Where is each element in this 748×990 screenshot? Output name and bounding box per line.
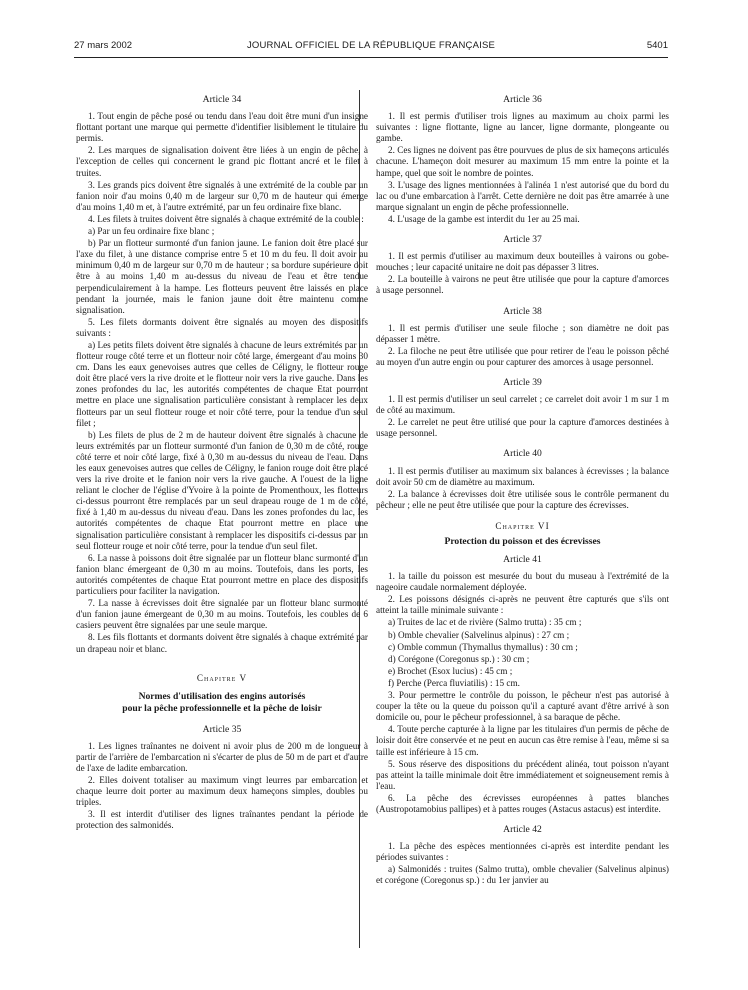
article-41-para-1: 1. la taille du poisson est mesurée du bout du museau à l'extrémité de la nageoire caudale normalement déployée.	[376, 571, 669, 593]
chapter-6-label: Chapitre VI	[495, 520, 550, 531]
article-37-para-1: 1. Il est permis d'utiliser au maximum deux bouteilles à vairons ou gobe-mouches ; leur capacité unitaire ne doit pas dépasser 3 litres.	[376, 251, 669, 273]
chapter-5-title-line-2: pour la pêche professionnelle et la pêche de loisir	[122, 702, 322, 714]
page-header	[74, 40, 668, 54]
article-39-para-2: 2. Le carrelet ne peut être utilisé que pour la capture d'amorces destinées à usage personnel.	[376, 417, 669, 439]
article-40-para-1: 1. Il est permis d'utiliser au maximum six balances à écrevisses ; la balance doit avoir 50 cm de diamètre au maximum.	[376, 465, 669, 487]
header-rule	[74, 57, 668, 58]
article-41-title: Article 41	[503, 554, 542, 565]
left-column	[76, 94, 368, 833]
article-42-item-a: a) Salmonidés : truites (Salmo trutta), omble chevalier (Salvelinus alpinus) et corégone (Coregonus sp.) : du 1er janvier au	[376, 864, 669, 886]
article-36-para-1: 1. Il est permis d'utiliser trois lignes au maximum au choix parmi les suivantes : ligne flottante, ligne au lancer, ligne dormante, plongeante ou gambe.	[376, 111, 669, 144]
article-41-para-5: 5. Sous réserve des dispositions du précédent alinéa, tout poisson n'ayant pas atteint la taille minimale doit être immédiatement et soigneusement remis à l'eau.	[376, 758, 669, 791]
article-37-para-2: 2. La bouteille à vairons ne peut être utilisée que pour la capture d'amorces à usage personnel.	[376, 274, 669, 296]
chapter-5-title	[76, 691, 368, 715]
article-38-para-2: 2. La filoche ne peut être utilisée que pour retirer de l'eau le poisson pêché au moyen d'un autre engin ou pour capturer des amorces à usage personnel.	[376, 345, 669, 367]
article-41-para-2: 2. Les poissons désignés ci-après ne peuvent être capturés que s'ils ont atteint la taille minimale suivante :	[376, 594, 669, 616]
article-34-para-6: 6. La nasse à poissons doit être signalée par un flotteur blanc surmonté d'un fanion blanc émergeant de 0,30 m au moins. Toutefois, dans les ports, les autorités compétentes de chaque Etat pourront mettre en place des dispositifs particuliers pour faciliter la navigation.	[76, 552, 368, 597]
article-36-para-2: 2. Ces lignes ne doivent pas être pourvues de plus de six hameçons articulés chacune. L'hameçon doit mesurer au maximum 15 mm entre la pointe et la hampe, quel que soit le nombre de pointes.	[376, 145, 669, 178]
article-36-title: Article 36	[503, 94, 542, 105]
article-34-para-2: 2. Les marques de signalisation doivent être liées à un engin de pêche, à l'exception de celles qui concernent le grand pic flottant ancré et le filet à truites.	[76, 145, 368, 178]
article-42-para-1: 1. La pêche des espèces mentionnées ci-après est interdite pendant les périodes suivantes :	[376, 841, 669, 863]
article-41-para-6: 6. La pêche des écrevisses européennes à pattes blanches (Austropotamobius pallipes) et à pattes rouges (Astacus astacus) est interdite.	[376, 792, 669, 814]
chapter-5-title-line-1: Normes d'utilisation des engins autorisés	[138, 690, 306, 702]
article-38-title: Article 38	[503, 305, 542, 317]
article-41-item-f: f) Perche (Perca fluviatilis) : 15 cm.	[388, 677, 520, 688]
article-34-para-5a: a) Les petits filets doivent être signalés à chacune de leurs extrémités par un flotteur rouge côté terre et un flotteur noir côté large, émergeant d'au moins 30 cm. Dans les eaux genevoises autres que celles de Céligny, le flotteur rouge doit être placé vers la rive droite et le flotteur noir vers la rive gauche. Dans les zones profondes du lac, les autorités compétentes de chaque Etat pourront mettre en place une signalisation particulière consistant à remplacer les deux flotteurs par un seul flotteur rouge et noir côté terre, pour la tendue d'un seul filet ;	[76, 339, 368, 428]
article-41-item-b: b) Omble chevalier (Salvelinus alpinus) : 27 cm ;	[388, 629, 570, 640]
article-42-title: Article 42	[503, 824, 542, 836]
article-41-item-e: e) Brochet (Esox lucius) : 45 cm ;	[388, 665, 513, 676]
article-34-para-4: 4. Les filets à truites doivent être signalés à chaque extrémité de la couble :	[88, 213, 364, 224]
header-date: 27 mars 2002	[74, 40, 133, 51]
article-35-para-2: 2. Elles doivent totaliser au maximum vingt leurres par embarcation et chaque leurre doit porter au maximum deux hameçons simples, doubles ou triples.	[76, 775, 368, 808]
article-34-para-5b: b) Les filets de plus de 2 m de hauteur doivent être signalés à chacune de leurs extrémités par un flotteur surmonté d'un fanion de 0,30 m de côté, rouge côté terre et noir côté large, fixé à 0,30 m au-dessus du niveau de l'eau. Dans les eaux genevoises autres que celles de Céligny, le fanion rouge doit être placé vers la rive droite et le fanion noir vers la rive gauche. A l'ouest de la ligne reliant le clocher de l'église d'Yvoire à la pointe de Promenthoux, les flotteurs ci-dessus pourront être remplacés par un seul drapeau rouge de 1 m de côté, fixé à 1,40 m au-dessus du niveau d'eau. Dans les zones profondes du lac, les autorités compétentes de chaque Etat pourront mettre en place une signalisation particulière consistant à remplacer les dispositifs ci-dessus par un seul flotteur rouge et noir côté terre, pour la tendue d'un seul filet.	[76, 429, 368, 551]
article-36-para-3: 3. L'usage des lignes mentionnées à l'alinéa 1 n'est autorisé que du bord du lac ou d'une embarcation à l'arrêt. Cette dernière ne doit pas être amarrée à une marque signalant un engin de pêche professionnelle.	[376, 179, 669, 212]
article-34-title: Article 34	[202, 94, 242, 105]
article-36-para-4: 4. L'usage de la gambe est interdit du 1er au 25 mai.	[388, 213, 580, 224]
article-35-title: Article 35	[202, 723, 242, 735]
article-34-para-4a: a) Par un feu ordinaire fixe blanc ;	[88, 226, 215, 237]
article-34-para-8: 8. Les fils flottants et dormants doivent être signalés à chaque extrémité par un drapeau noir et blanc.	[76, 632, 368, 654]
article-35-para-3: 3. Il est interdit d'utiliser des lignes traînantes pendant la période de protection des salmonidés.	[76, 809, 368, 831]
journal-title: JOURNAL OFFICIEL DE LA RÉPUBLIQUE FRANÇAISE	[246, 40, 496, 51]
article-34-para-1: 1. Tout engin de pêche posé ou tendu dans l'eau doit être muni d'un insigne flottant portant une marque qui permette d'identifier lisiblement le titulaire du permis.	[76, 111, 368, 144]
article-40-para-2: 2. La balance à écrevisses doit être utilisée sous le contrôle permanent du pêcheur ; elle ne peut être utilisée que pour la capture des écrevisses.	[376, 488, 669, 510]
right-column	[376, 94, 669, 888]
article-41-item-a: a) Truites de lac et de rivière (Salmo trutta) : 35 cm ;	[388, 617, 582, 628]
article-41-para-4: 4. Toute perche capturée à la ligne par les titulaires d'un permis de pêche de loisir doit être conservée et ne peut en aucun cas être remise à l'eau, même si sa taille est inférieure à 15 cm.	[376, 724, 669, 757]
article-34-para-3: 3. Les grands pics doivent être signalés à une extrémité de la couble par un fanion noir d'au moins 0,40 m de largeur sur 0,70 m de hauteur qui émerge d'au moins 1,40 m et, à l'autre extrémité, par un feu ordinaire fixe blanc.	[76, 179, 368, 212]
article-34-para-4b: b) Par un flotteur surmonté d'un fanion jaune. Le fanion doit être placé sur l'axe du filet, à une distance comprise entre 5 et 10 m du feu. Il doit avoir au minimum 0,40 m de largeur sur 0,70 m de hauteur ; sa bordure supérieure doit être à au moins 1,40 m au-dessus du niveau de l'eau et être tendue perpendiculairement à la hampe. Les flotteurs peuvent être laissés en place pendant la journée, mais le fanion jaune doit être maintenu comme signalisation.	[76, 238, 368, 315]
article-39-title: Article 39	[503, 376, 542, 388]
article-38-para-1: 1. Il est permis d'utiliser une seule filoche ; son diamètre ne doit pas dépasser 1 mètre.	[376, 322, 669, 344]
article-34-para-7: 7. La nasse à écrevisses doit être signalée par un flotteur blanc surmonté d'un fanion jaune émergeant de 0,30 m au moins. Toutefois, les coubles de 6 casiers peuvent être signalées par une seule marque.	[76, 598, 368, 631]
article-37-title: Article 37	[503, 234, 542, 246]
article-40-title: Article 40	[503, 448, 542, 460]
article-41-item-d: d) Corégone (Coregonus sp.) : 30 cm ;	[388, 653, 530, 664]
article-35-para-1: 1. Les lignes traînantes ne doivent ni avoir plus de 200 m de longueur à partir de l'arrière de l'embarcation ni s'écarter de plus de 50 m de part et d'autre de l'axe de ladite embarcation.	[76, 740, 368, 773]
page-number: 5401	[646, 40, 668, 51]
article-41-item-c: c) Omble commun (Thymallus thymallus) : 30 cm ;	[388, 641, 578, 652]
chapter-5-label: Chapitre V	[196, 672, 248, 683]
chapter-6-title: Protection du poisson et des écrevisses	[444, 536, 601, 547]
article-34-para-5: 5. Les filets dormants doivent être signalés au moyen des dispositifs suivants :	[76, 316, 368, 338]
article-41-para-3: 3. Pour permettre le contrôle du poisson, le pêcheur n'est pas autorisé à couper la tête ou la queue du poisson qu'il a capturé avant d'être arrivé à son domicile ou, pour le pêcheur professionnel, à sa baraque de pêche.	[376, 690, 669, 723]
article-39-para-1: 1. Il est permis d'utiliser un seul carrelet ; ce carrelet doit avoir 1 m sur 1 m de côté au maximum.	[376, 394, 669, 416]
